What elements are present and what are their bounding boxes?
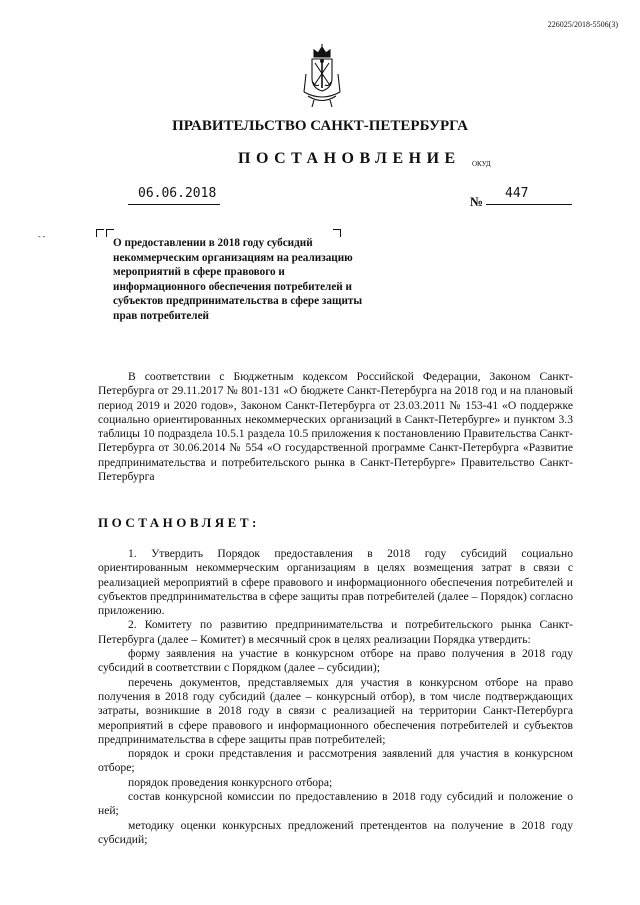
preamble-text: В соответствии с Бюджетным кодексом Российской Федерации, Законом Санкт-Петербурга от 29.11.2017 № 801-131 «О бюджете Санкт-Петербурга на 2018 год и на плановый период 2019 и 2020 годов», Законом Санкт-Петербурга от 23.03.2011 № 153-41 «О поддержке социально ориентированных некоммерческих организаций в Санкт-Петербурге» и пунктом 3.3 таблицы 10 подраздела 10.5.1 раздела 10.5 приложения к постановлению Правительства Санкт-Петербурга от 30.06.2014 № 554 «О государственной программе Санкт-Петербурга «Развитие предпринимательства и потребительского рынка в Санкт-Петербурге» Правительство Санкт-Петербурга [98, 370, 573, 484]
resolves-heading: ПОСТАНОВЛЯЕТ: [98, 515, 260, 530]
preamble [98, 370, 573, 484]
document-number: 226025/2018-5506(3) [547, 20, 618, 29]
document-type: ПОСТАНОВЛЕНИЕ [238, 150, 461, 167]
number-underline [486, 204, 572, 205]
okud-label: ОКУД [472, 160, 491, 168]
document-date: 06.06.2018 [138, 186, 217, 201]
resolution-item: форму заявления на участие в конкурсном отборе на право получения в 2018 году субсидий в соответствии с Порядком (далее – субсидии); [98, 647, 573, 675]
resolution-item: состав конкурсной комиссии по предоставлению в 2018 году субсидий и положение о ней; [98, 790, 573, 818]
resolution-item: порядок и сроки представления и рассмотрения заявлений для участия в конкурсном отборе; [98, 747, 573, 775]
margin-mark: - - [38, 232, 46, 241]
document-number-value: 447 [505, 186, 529, 201]
resolution-items [98, 547, 573, 847]
document-subject: О предоставлении в 2018 году субсидий некоммерческим организациям на реализацию мероприятий в сфере правового и информационного обеспечения потребителей и субъектов предпринимательства в сфере защиты прав потребителей [113, 237, 363, 322]
saint-petersburg-coat-of-arms-icon [300, 44, 344, 108]
resolution-item: 1. Утвердить Порядок предоставления в 2018 году субсидий социально ориентированным некоммерческим организациям в целях возмещения затрат в связи с реализацией мероприятий в сфере правового и информационного обеспечения потребителей и субъектов предпринимательства в сфере защиты прав потребителей (далее – Порядок) согласно приложению. [98, 547, 573, 618]
resolution-item: перечень документов, представляемых для участия в конкурсном отборе на право получения в 2018 году субсидий (далее – конкурсный отбор), в том числе подтверждающих затраты, возникшие в 2018 году в связи с реализацией на территории Санкт-Петербурга мероприятий в сфере правового и информационного обеспечения потребителей и субъектов предпринимательства в сфере защиты прав потребителей; [98, 675, 573, 746]
number-sign: № [470, 194, 484, 209]
resolution-item: методику оценки конкурсных предложений претендентов на получение в 2018 году субсидий; [98, 818, 573, 846]
date-underline [128, 204, 220, 205]
resolution-item: порядок проведения конкурсного отбора; [128, 775, 333, 789]
subject-corner-left [96, 229, 104, 237]
government-title: ПРАВИТЕЛЬСТВО САНКТ-ПЕТЕРБУРГА [172, 118, 468, 134]
resolution-item: 2. Комитету по развитию предпринимательства и потребительского рынка Санкт-Петербурга (далее – Комитет) в месячный срок в целях реализации Порядка утвердить: [98, 618, 573, 646]
